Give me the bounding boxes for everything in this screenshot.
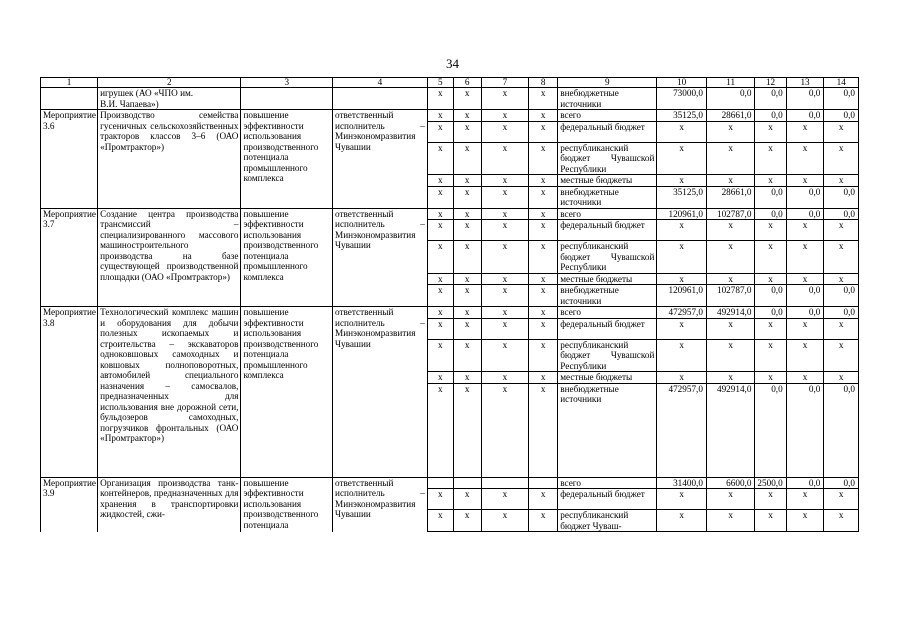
value-cell: 73000,0 [657,88,707,110]
source-cell: всего [558,477,657,489]
source-cell: республиканский бюджет Чувашской Республики [558,142,657,175]
code-cell: x [529,285,558,307]
source-cell: федеральный бюджет [558,318,657,339]
value-cell: x [824,121,859,142]
code-cell: x [453,208,481,220]
code-cell: x [453,220,481,241]
value-cell: x [706,121,754,142]
header-cell: 1 [41,78,98,88]
code-cell: x [453,318,481,339]
code-cell: x [427,383,453,477]
code-cell: x [481,208,528,220]
measure-label-cell: Мероприятие 3.8 [41,307,98,478]
code-cell: x [453,175,481,187]
code-cell: x [427,372,453,384]
page-number: 34 [446,56,459,71]
code-cell: x [529,318,558,339]
value-cell: x [755,121,786,142]
code-cell: x [453,121,481,142]
code-cell: x [481,318,528,339]
executor-cell: ответственный исполнитель – Минэкономразвития Чувашии [333,208,428,307]
value-cell: 0,0 [824,383,859,477]
value-cell: 472957,0 [657,307,707,319]
code-cell: x [427,220,453,241]
source-cell: всего [558,307,657,319]
value-cell: 0,0 [786,110,824,122]
value-cell: x [657,510,707,532]
code-cell: x [529,186,558,208]
code-cell: x [529,142,558,175]
code-cell: x [481,121,528,142]
code-cell: x [481,110,528,122]
value-cell: x [755,489,786,510]
value-cell: 0,0 [755,110,786,122]
value-cell: x [824,510,859,532]
measure-label-cell: Мероприятие 3.6 [41,110,98,209]
value-cell: 31400,0 [657,477,707,489]
executor-cell: ответственный исполнитель – Минэкономразвития Чувашии [333,110,428,209]
value-cell: x [755,372,786,384]
executor-cell: ответственный исполнитель – Минэкономразвития Чувашии [333,477,428,532]
code-cell: x [453,186,481,208]
code-cell: x [529,175,558,187]
code-cell: x [529,489,558,510]
executor-cell [333,88,428,110]
code-cell: x [529,383,558,477]
code-cell: x [453,241,481,274]
measure-label-cell [41,88,98,110]
table-row [41,208,859,220]
code-cell: x [529,220,558,241]
code-cell: x [453,510,481,532]
code-cell: x [427,110,453,122]
code-cell: x [427,307,453,319]
value-cell: x [657,339,707,372]
measure-label-cell: Мероприятие 3.7 [41,208,98,307]
header-cell: 13 [786,78,824,88]
value-cell: x [755,318,786,339]
value-cell: x [786,175,824,187]
code-cell [481,477,528,489]
code-cell: x [481,220,528,241]
value-cell: x [657,175,707,187]
value-cell: x [755,273,786,285]
source-cell: внебюджетные источники [558,88,657,110]
value-cell: 28661,0 [706,110,754,122]
source-cell: республиканский бюджет Чувашской Республики [558,241,657,274]
table-row [41,88,859,110]
value-cell: x [824,220,859,241]
code-cell [453,477,481,489]
source-cell: местные бюджеты [558,372,657,384]
header-cell: 7 [481,78,528,88]
code-cell: x [453,285,481,307]
value-cell: x [706,220,754,241]
code-cell: x [427,208,453,220]
value-cell: x [657,318,707,339]
code-cell: x [481,489,528,510]
goal-cell [241,88,333,110]
value-cell: 28661,0 [706,186,754,208]
code-cell: x [529,273,558,285]
measure-label-cell: Мероприятие 3.9 [41,477,98,532]
value-cell: x [706,142,754,175]
code-cell: x [481,285,528,307]
value-cell: x [786,339,824,372]
executor-cell: ответственный исполнитель – Минэкономразвития Чувашии [333,307,428,478]
source-cell: местные бюджеты [558,273,657,285]
header-cell: 14 [824,78,859,88]
value-cell: x [706,273,754,285]
value-cell: x [824,318,859,339]
code-cell: x [529,88,558,110]
value-cell: 0,0 [755,285,786,307]
value-cell: 0,0 [824,88,859,110]
code-cell: x [427,175,453,187]
value-cell: x [657,121,707,142]
value-cell: x [706,372,754,384]
source-cell: федеральный бюджет [558,489,657,510]
source-cell: федеральный бюджет [558,121,657,142]
value-cell: x [706,510,754,532]
code-cell: x [427,273,453,285]
value-cell: 0,0 [706,88,754,110]
code-cell: x [427,489,453,510]
header-cell: 2 [98,78,241,88]
source-cell: федеральный бюджет [558,220,657,241]
value-cell: x [824,372,859,384]
measure-name-line: В.И. Чапаева») [100,98,159,109]
header-cell: 10 [657,78,707,88]
header-cell: 12 [755,78,786,88]
code-cell: x [481,273,528,285]
value-cell: x [706,318,754,339]
code-cell: x [529,372,558,384]
goal-cell: повышение эффективности использования производственного потенциала промышленного комплекса [241,208,333,307]
value-cell: x [786,372,824,384]
header-cell: 3 [241,78,333,88]
measure-name-cell: Производство семейства гусеничных сельскохозяйственных тракторов классов 3–6 (ОАО «Промтрактор») [98,110,241,209]
code-cell: x [453,383,481,477]
value-cell: x [755,339,786,372]
value-cell: 492914,0 [706,307,754,319]
value-cell: 6600,0 [706,477,754,489]
code-cell: x [453,88,481,110]
measure-name-cell [98,88,241,110]
code-cell: x [481,241,528,274]
measure-name-cell: Создание центра производства трансмиссий – специализированного массового машиностроительного производства на базе существующей производственной площадки (ОАО «Промтрактор») [98,208,241,307]
measure-name-cell: Технологический комплекс машин и оборудования для добычи полезных ископаемых и строительства – экскаваторов одноковшовых самоходных и ковшовых полноповоротных, автомобилей специального назначения – самосвалов, предназначенных для использования вне дорожной сети, бульдозеров самоходных, погрузчиков фронтальных (ОАО «Промтрактор») [98,307,241,478]
value-cell: x [824,241,859,274]
header-cell: 11 [706,78,754,88]
value-cell: 0,0 [786,307,824,319]
code-cell [529,477,558,489]
value-cell: x [657,273,707,285]
code-cell: x [481,383,528,477]
code-cell: x [481,510,528,532]
value-cell: 102787,0 [706,285,754,307]
code-cell: x [453,307,481,319]
code-cell: x [427,142,453,175]
source-cell: республиканский бюджет Чуваш- [558,510,657,532]
value-cell: x [657,489,707,510]
value-cell: x [786,241,824,274]
value-cell: 0,0 [755,186,786,208]
code-cell: x [427,88,453,110]
goal-cell: повышение эффективности использования производственного потенциала промышленного комплекса [241,110,333,209]
source-cell: всего [558,208,657,220]
code-cell: x [529,241,558,274]
source-cell: внебюджетные источники [558,383,657,477]
value-cell: x [706,489,754,510]
header-cell: 8 [529,78,558,88]
value-cell: x [786,220,824,241]
value-cell: 35125,0 [657,186,707,208]
code-cell: x [481,175,528,187]
value-cell: x [706,241,754,274]
value-cell: 0,0 [824,186,859,208]
code-cell: x [481,307,528,319]
value-cell: 0,0 [786,88,824,110]
value-cell: 0,0 [824,285,859,307]
code-cell: x [453,110,481,122]
code-cell: x [427,285,453,307]
value-cell: x [755,220,786,241]
code-cell: x [481,142,528,175]
value-cell: x [824,339,859,372]
code-cell: x [481,339,528,372]
code-cell: x [427,186,453,208]
value-cell: 102787,0 [706,208,754,220]
value-cell: x [786,489,824,510]
value-cell: 0,0 [755,208,786,220]
source-cell: местные бюджеты [558,175,657,187]
header-row [41,78,859,88]
measure-name-line: игрушек (АО «ЧПО им. [100,88,194,98]
code-cell: x [481,372,528,384]
value-cell: 492914,0 [706,383,754,477]
value-cell: 0,0 [824,110,859,122]
value-cell: 0,0 [824,208,859,220]
code-cell: x [427,241,453,274]
code-cell: x [529,307,558,319]
value-cell: 0,0 [755,383,786,477]
header-cell: 5 [427,78,453,88]
code-cell: x [427,318,453,339]
value-cell: 120961,0 [657,285,707,307]
code-cell: x [427,339,453,372]
code-cell: x [481,186,528,208]
code-cell: x [529,510,558,532]
value-cell: x [824,489,859,510]
value-cell: x [786,273,824,285]
value-cell: 0,0 [786,285,824,307]
value-cell: 35125,0 [657,110,707,122]
source-cell: республиканский бюджет Чувашской Республики [558,339,657,372]
table-row [41,477,859,489]
value-cell: x [786,121,824,142]
code-cell [427,477,453,489]
value-cell: 0,0 [824,477,859,489]
value-cell: 0,0 [786,383,824,477]
value-cell: x [786,142,824,175]
source-cell: внебюджетные источники [558,186,657,208]
value-cell: 0,0 [786,186,824,208]
value-cell: x [657,220,707,241]
value-cell: x [755,241,786,274]
value-cell: x [657,241,707,274]
value-cell: x [706,339,754,372]
value-cell: 120961,0 [657,208,707,220]
source-cell: внебюджетные источники [558,285,657,307]
goal-cell: повышение эффективности использования производственного потенциала [241,477,333,532]
value-cell: x [824,175,859,187]
value-cell: x [786,510,824,532]
code-cell: x [453,372,481,384]
code-cell: x [529,121,558,142]
value-cell: x [824,273,859,285]
value-cell: 0,0 [786,208,824,220]
value-cell: x [657,142,707,175]
measure-name-cell: Организация производства танк-контейнеров, предназначенных для хранения в транспортировки жидкостей, сжи- [98,477,241,532]
value-cell: 2500,0 [755,477,786,489]
goal-cell: повышение эффективности использования производственного потенциала промышленного комплекса [241,307,333,478]
code-cell: x [529,339,558,372]
code-cell: x [427,510,453,532]
value-cell: x [755,142,786,175]
value-cell: x [657,372,707,384]
source-cell: всего [558,110,657,122]
value-cell: x [755,175,786,187]
program-table [40,77,859,532]
header-cell: 4 [333,78,428,88]
table-row [41,110,859,122]
code-cell: x [453,142,481,175]
code-cell: x [529,110,558,122]
code-cell: x [453,339,481,372]
value-cell: 472957,0 [657,383,707,477]
value-cell: x [824,142,859,175]
table-row [41,307,859,319]
value-cell: 0,0 [755,88,786,110]
header-cell: 9 [558,78,657,88]
code-cell: x [427,121,453,142]
code-cell: x [453,489,481,510]
value-cell: x [786,318,824,339]
value-cell: x [755,510,786,532]
value-cell: 0,0 [786,477,824,489]
code-cell: x [453,273,481,285]
code-cell: x [481,88,528,110]
code-cell: x [529,208,558,220]
value-cell: 0,0 [755,307,786,319]
header-cell: 6 [453,78,481,88]
value-cell: 0,0 [824,307,859,319]
value-cell: x [706,175,754,187]
